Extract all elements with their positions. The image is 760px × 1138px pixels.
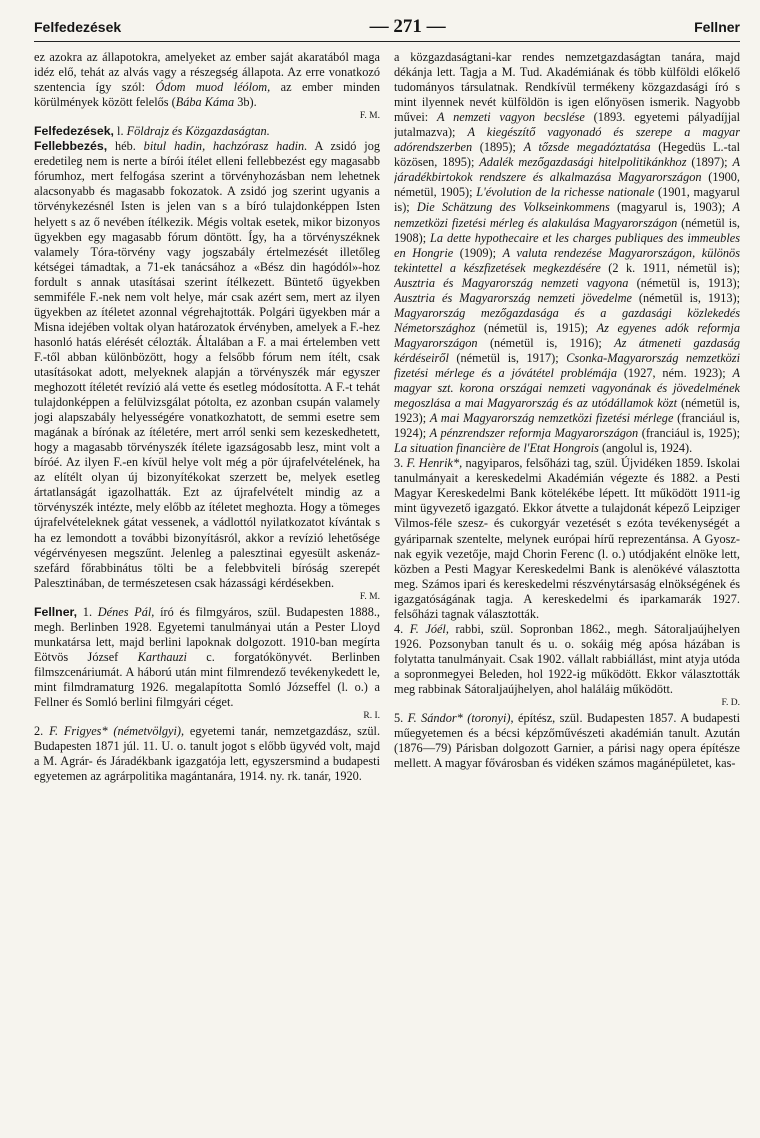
entry-text: (németül is, 1923); [394,396,740,426]
italic-text: A nemzeti vagyon becslése [436,110,585,125]
right-column [394,50,740,1136]
entry-text: A zsidó jog eredetileg nem is nerte a bírói ítélet elleni fellebbezést egy magasabb fórumhoz, mert felfogása szerint a törvényhozásban nem lehetnek alacsonyabb és magasabb fokozatok. A zsidó jog szerint ugyanis a törvénykezésnél Isten is jelen van s a bíró tulajdonképpen Isten helyett s az ő nevében ítélkezik. Mégis voltak esetek, mikor bizonyos ügyekben egy magasabb fórum döntött. Így, ha a törvényszéknek valamely Tóra-törvény vagy jogszabály értelmezését illetőleg kétségei támadtak, a 71-ek tanácsához a «Bész din hagódól»-hoz fordult s annak utasításai szerint ítélkezett. Büntető ügyekben semmiféle F.-nek nem volt helye, már csak azért sem, mert az ilyen ügyekben az ítéletet azonnal végrehajtották. Polgári ügyekben már a Misna idejében voltak olyan határozatok érvényben, amelyek a F.-hez hasonló hatás elérését célozták. Általában a F. a mai értelemben vett F.-től abban különbözött, hogy a felsőbb fórum nem ítélt, csak utasításokat adott, melyeknek alapján a törvényszék már egyszer meghozott ítéletét revízió alá vette és esetleg módosította. A F.-t tehát tulajdonképpen a felülvizsgálat pótolta, ez azonban csupán valamely jogi alapszabály helyességére vonatkozhatott, de semmi esetre sem magának a bírónak az ítéletére, mert arról senki sem kezeskedhetett, hogy a magasabb törvényszék ítélete igazságosabb lesz, mint volt a bíróé. Az ilyen F.-en kívül helye volt még a pör újrafelvételének, ha az elítélt olyan új bizonyítékokat szerzett be, melyek esetleg ártatlanságát igazolhatták. Ezt az újrafelvételt mindig az a törvényszék intézte, mely előbb az ítéletet meghozta. Hogy a tömeges újrafelvételeknek gátat vessenek, a vádlottól nyilatkozatot kívántak s ha ez lemondott a további bizonyításról, akkor a revízió lehetősége végérvényesen megszűnt. Jelenleg a palesztinai egyesült askenáz-szefárd főrabbinátus tölti be a felebbviteli bíróság szerepét Palesztinában, de természetesen csak házassági kérdésekben. [34,139,380,590]
italic-text: Dénes Pál, [97,604,155,619]
entry-paragraph [34,724,380,784]
italic-text: Die Schätzung des Volkseinkommens [416,200,610,215]
entry-headword: Fellner, [34,604,78,619]
entry-text: a közgazdaságtani-kar rendes nemzetgazdaságtan tanára, majd dékánja lett. Tagja a M. Tud. Akadémiának és több külföldi előkelő tudományos társulatnak. Rendkívül termékeny közgazdasági író s mint ilyennek nevét külföldön is igen előnyösen ismerik. Nagyobb művei: [394,50,740,125]
italic-text: Ódom muod léólom, [155,80,271,95]
italic-text: Csonka-Magyarország nemzetközi fizetési mérlege és a jóvátétel problémája [394,350,740,380]
entry-text: (angolul is, 1924). [598,441,693,456]
entry-text: l. [113,124,127,139]
entry-text: (1893. egyetemi pályadíjjal jutalmazva); [394,110,740,140]
italic-text: F. Jóél, [409,621,449,636]
italic-text: Magyarország mezőgazdasága és a gazdasági közlekedés Németországhoz [394,305,740,335]
italic-text: Bába Káma [175,95,235,110]
italic-text: bitul hadin, hachzórasz hadin. [143,139,308,154]
entry-text: (németül is, 1913); [631,290,740,305]
left-column [34,50,380,1136]
entry-paragraph [34,605,380,724]
entry-text: az ember minden körülmények között felelős ( [34,80,380,110]
entry-paragraph [394,622,740,711]
entry-text: (németül is, 1916); [477,335,615,350]
entry-text: (németül is, 1915); [475,320,597,335]
entry-text: rabbi, szül. Sopronban 1862., megh. Sátoraljaújhelyen 1926. Pozsonyban tanult és u. o. sokáig még apósa házában is folytatta tanulmányait. Csak 1902. vállalt rabbiállást, mint atyja utóda a sopronmegyei Beleden, hol 1922-ig működött. Ekkor választották meg rabbinak Sátoraljaújhelyen, ahol haláláig működött. [394,621,740,696]
entry-text: (1901, magyarul is); [394,185,740,215]
entry-text: (Hegedüs L.-tal közösen, 1895); [394,140,740,170]
italic-text: La situation financière de l'Etat Hongrois [394,441,599,456]
entry-text: (1897); [686,155,733,170]
entry-headword: Fellebbezés, [34,139,108,154]
entry-text: 1. [77,604,98,619]
italic-text: Adalék mezőgazdasági hitelpolitikánkhoz [479,155,687,170]
entry-paragraph [34,139,380,604]
italic-text: A tőzsde megadóztatása [523,140,651,155]
italic-text: La dette hypothecaire et les charges publiques des immeubles en Hongrie [394,230,740,260]
italic-text: Az átmeneti gazdaság kérdéseiről [394,335,740,365]
entry-text: (1909); [453,245,503,260]
italic-text: A pénzrendszer reformja Magyarországon [429,426,639,441]
entry-text: író és filmgyáros, szül. Budapesten 1888., megh. Berlinben 1928. Egyetemi tanulmányai után a Pester Lloyd munkatársa lett, majd berlini lapoknak dolgozott. 1910-ban megírta Eötvös József [34,604,380,664]
entry-text: 4. [394,621,410,636]
entry-text: (2 k. 1911, németül is); [600,260,740,275]
running-header [34,16,740,42]
entry-paragraph [34,124,380,139]
italic-text: Ausztria és Magyarország nemzeti jövedelme [394,290,632,305]
entry-text: (németül is, 1908); [394,215,740,245]
italic-text: F. Frigyes* (németvölgyi), [49,724,185,739]
italic-text: A járadékbirtokok rendszere és alkalmazása Magyarországon [394,155,740,185]
italic-text: A valuta rendezése Magyarországon, különös tekintettel a készfizetések megkezdésére [394,245,740,275]
italic-text: Az egyenes adók reformja Magyarországon [394,320,740,350]
entry-text: (franciául is, 1924); [394,411,740,441]
entry-text: 3. [394,456,407,471]
entry-text: (németül is, 1913); [628,275,740,290]
italic-text: Földrajz és Közgazdaságtan. [126,124,270,139]
author-signature: F. D. [721,698,740,709]
italic-text: Karthauzi [137,649,187,664]
entry-headword: Felfedezések, [34,124,114,139]
entry-text: (1900, németül, 1905); [394,170,740,200]
italic-text: F. Sándor* (toronyi), [407,711,514,726]
author-signature: R. I. [363,711,380,722]
author-signature: F. M. [359,591,380,602]
entry-text: (németül is, 1917); [448,350,567,365]
italic-text: F. Henrik*, [406,456,463,471]
entry-text: c. forgatókönyvét. Berlinben filmszcenáriumát. A háború után mint filmrendező tevékenykedett le, mint filmdramaturg 1926. megalapította Somló Józseffel (l. o.) a Fellner és Somló berlini filmgyári céget. [34,649,380,710]
entry-text: (magyarul is, 1903); [609,200,733,215]
entry-text: 3b). [234,95,257,110]
entry-text: 5. [394,711,408,726]
entry-text: építész, szül. Budapesten 1857. A budapesti műegyetemen és a bécsi képzőművészeti akadémián tanult. Azután (1876—79) Párisban dolgozott Garnier, a párisi nagy opera építésze mellett. A magyar fővárosban és vidéken számos magánépületet, kas- [394,711,740,771]
entry-paragraph [394,456,740,622]
entry-text: (1895); [472,140,524,155]
entry-paragraph [394,50,740,456]
italic-text: A magyar szt. korona országai nemzeti vagyonának és jövedelmének megoszlása a mai Magyarország és az utódállamok közt [394,365,740,411]
header-left-keyword: Felfedezések [34,19,122,35]
italic-text: Ausztria és Magyarország nemzeti vagyona [394,275,629,290]
italic-text: A mai Magyarország nemzetközi fizetési mérlege [429,411,674,426]
entry-text: héb. [107,139,144,154]
entry-paragraph [34,50,380,124]
author-signature: F. M. [359,111,380,122]
entry-text: (franciául is, 1925); [638,426,740,441]
entry-text: (1927, ném. 1923); [616,365,733,380]
italic-text: L'évolution de la richesse nationale [476,185,655,200]
page-number: — 271 — [369,16,446,37]
entry-text: 2. [34,724,50,739]
entry-text: ez azokra az állapotokra, amelyeket az ember saját akaratából maga idéz elő, tehát az alvás vagy a részegség állapota. Az erre vonatkozó szentencia így szól: [34,50,380,95]
entry-text: nagyiparos, felsőházi tag, szül. Újvidéken 1859. Iskolai tanulmányait a kereskedelmi Akadémián végezte és 1882. a Pesti Magyar Kereskedelmi Bank kötelékébe lépett. Itt működött 1911-ig mint ügyvezető igazgató. Ekkor átvette a tulajdonát képező Leipziger Vilmos-féle szesz- és cukorgyár vezetését s ezóta tevékenységét a gyáriparnak szentelte, melynek európai hírű reprezentánsa. A Gyosz-nak egyik vezetője, majd Chorin Ferenc (l. o.) utódjaként elnöke lett, közben a Pesti Magyar Kereskedelmi Bank is alenökévé választotta meg. Számos ipari és kereskedelmi részvénytársaság elnökségének és igazgatóságának tagja. A kereskedelmi és iparkamarák 1927. felsőházi tagnak választották. [394,456,740,621]
text-columns [34,50,740,1136]
italic-text: A kiegészítő vagyonadó és szerepe a magyar adórendszerben [394,125,740,155]
entry-paragraph [394,711,740,771]
italic-text: A nemzetközi fizetési mérleg és alakulása Magyarországon [394,200,740,230]
entry-text: egyetemi tanár, nemzetgazdász, szül. Budapesten 1871 júl. 11. U. o. tanult jogot s előbb ügyvéd volt, majd a M. Agrár- és Járadékbank igazgatója lett, egyszersmind a budapesti egyetemen az agrárpolitika magántanára, 1914. ny. rk. tanár, 1920. [34,724,380,784]
header-right-keyword: Fellner [694,19,740,35]
